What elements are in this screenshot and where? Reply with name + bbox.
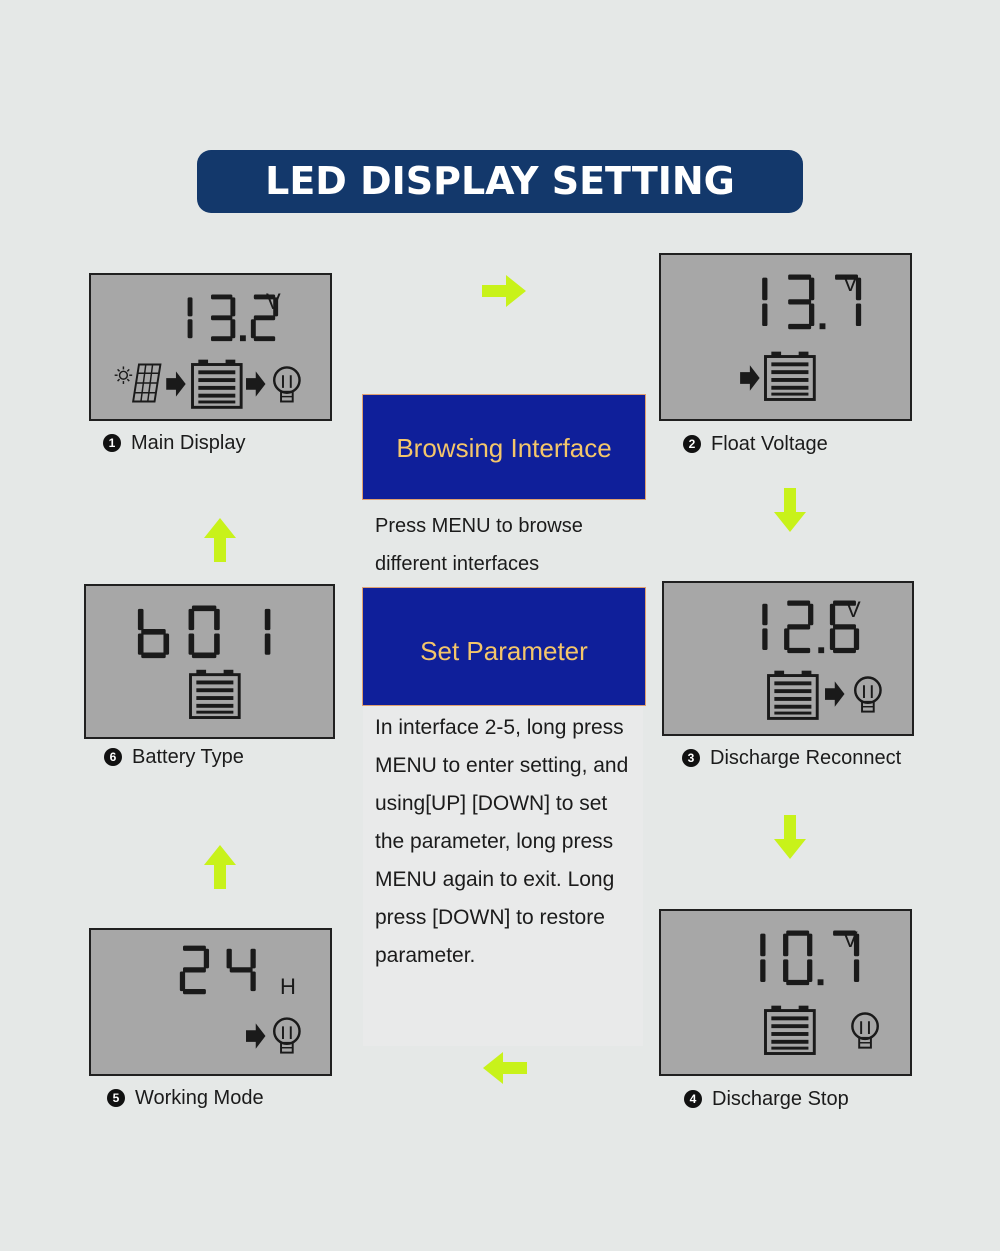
sun-icon [115, 366, 133, 384]
seven-seg-reading [180, 946, 256, 995]
bulb-icon [852, 1013, 877, 1047]
lcd-working-mode [89, 928, 332, 1076]
caption-float-voltage [683, 433, 828, 456]
arrow-icon [246, 1023, 265, 1048]
solar-panel-icon [133, 365, 160, 402]
step-number: 1 [103, 434, 121, 452]
desc-line: MENU to enter setting, and [375, 754, 629, 777]
page-title: LED DISPLAY SETTING [197, 150, 803, 213]
caption-battery-type [104, 746, 244, 769]
arrow-left-icon [483, 1052, 527, 1084]
lcd-discharge-reconnect [662, 581, 914, 736]
browsing-description [375, 507, 583, 583]
lcd-float-voltage [659, 253, 912, 421]
seven-seg-reading [762, 601, 859, 654]
unit-label: V [846, 597, 861, 622]
arrow-down-icon [774, 815, 806, 859]
caption-working-mode [107, 1087, 264, 1110]
battery-icon [769, 671, 818, 719]
desc-line: parameter. [375, 944, 476, 967]
unit-label: V [843, 271, 858, 296]
caption-text: Working Mode [135, 1087, 264, 1109]
desc-line: In interface 2-5, long press [375, 716, 624, 739]
lcd-discharge-stop [659, 909, 912, 1076]
lcd-svg [91, 930, 330, 1074]
lcd-battery-type [84, 584, 335, 739]
arrow-icon [166, 371, 185, 396]
desc-line: the parameter, long press [375, 830, 614, 853]
arrow-icon [740, 365, 760, 390]
caption-text: Main Display [131, 432, 246, 454]
step-number: 6 [104, 748, 122, 766]
arrow-right-icon [482, 275, 526, 307]
lcd-svg [91, 275, 330, 419]
lcd-svg [86, 586, 333, 737]
caption-discharge-stop [684, 1088, 849, 1111]
set-parameter-description [375, 709, 628, 975]
arrow-down-icon [774, 488, 806, 532]
caption-discharge-reconnect [682, 747, 901, 770]
caption-main-display [103, 432, 245, 455]
arrow-icon [246, 371, 265, 396]
lcd-main-display [89, 273, 332, 421]
unit-label: H [280, 974, 296, 999]
lcd-svg [661, 911, 910, 1074]
caption-text: Discharge Stop [712, 1088, 849, 1110]
arrow-icon [825, 681, 844, 706]
arrow-up-icon [204, 518, 236, 562]
set-parameter-title: Set Parameter [362, 587, 646, 706]
caption-text: Discharge Reconnect [710, 747, 902, 769]
step-number: 4 [684, 1090, 702, 1108]
lcd-svg [661, 255, 910, 419]
caption-text: Float Voltage [711, 433, 828, 455]
lcd-svg [664, 583, 912, 734]
battery-icon [765, 352, 814, 400]
seven-seg-reading [138, 605, 270, 658]
bulb-icon [274, 367, 299, 401]
browsing-interface-title: Browsing Interface [362, 394, 646, 500]
bulb-icon [855, 677, 880, 711]
battery-icon [193, 360, 242, 408]
desc-line: using[UP] [DOWN] to set [375, 792, 608, 815]
unit-label: V [266, 289, 281, 314]
desc-line: MENU again to exit. Long [375, 868, 615, 891]
battery-icon [191, 670, 240, 718]
step-number: 5 [107, 1089, 125, 1107]
desc-line: different interfaces [375, 553, 540, 575]
battery-icon [765, 1006, 814, 1054]
desc-line: Press MENU to browse [375, 515, 583, 537]
desc-line: press [DOWN] to restore [375, 906, 605, 929]
unit-label: V [843, 927, 858, 952]
bulb-icon [274, 1019, 299, 1053]
seven-seg-reading [188, 294, 279, 341]
arrow-up-icon [204, 845, 236, 889]
step-number: 3 [682, 749, 700, 767]
step-number: 2 [683, 435, 701, 453]
caption-text: Battery Type [132, 746, 244, 768]
